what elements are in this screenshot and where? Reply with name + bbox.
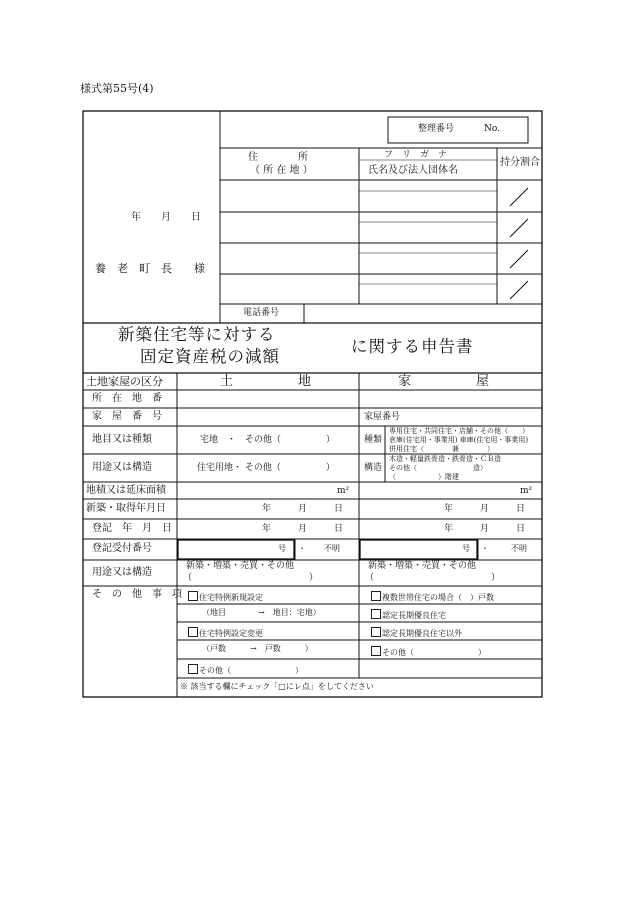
land-new-check[interactable]: 住宅特例新規設定 (188, 591, 263, 602)
other-label: そ の 他 事 項 (92, 589, 182, 600)
house-reason-options: 新築・増築・売買・その他 (368, 561, 477, 571)
structure-option-2: その他（ 造） (389, 464, 487, 472)
land-type-value: 宅地 ・ その他（ ） (200, 435, 336, 445)
date-field: 年 月 日 (131, 212, 201, 223)
structure-option-1: 木造・軽量鉄骨造・鉄骨造・ＣＢ造 (389, 455, 501, 463)
house-header: 家 屋 (398, 374, 490, 389)
house-no-field-label: 家屋番号 (364, 412, 401, 422)
kind-label: 種類 (364, 435, 383, 445)
management-no-label: 整理番号 (418, 124, 455, 134)
land-reason-paren: （ ） (183, 573, 319, 583)
house-unknown: 不明 (511, 544, 527, 553)
house-dot: ・ (481, 544, 489, 553)
name-label: 氏名及び法人団体名 (368, 165, 458, 176)
usage-label: 用途又は構造 (92, 462, 152, 473)
reg-no-label: 登記受付番号 (92, 543, 152, 554)
addressee: 養 老 町 長 様 (95, 262, 205, 275)
checkbox-icon[interactable] (371, 627, 381, 637)
multi-household-check[interactable]: 複数世帯住宅の場合（ ）戸数 (371, 591, 494, 602)
checkbox-icon[interactable] (371, 609, 381, 619)
land-reg-date: 年 月 日 (262, 524, 344, 534)
address-sub: （ 所 在 地 ） (250, 165, 313, 176)
unit-count-change: （戸数 → 戸数 ） (202, 644, 313, 653)
title-line2: 固定資産税の減額 (140, 347, 280, 366)
management-no-value: No. (484, 124, 500, 134)
long-term-check[interactable]: 認定長期優良住宅 (371, 609, 446, 620)
checkbox-icon[interactable] (188, 664, 198, 674)
non-long-term-check[interactable]: 認定長期優良住宅以外 (371, 627, 462, 638)
checkbox-icon[interactable] (371, 646, 381, 656)
share-label: 持分割合 (500, 157, 540, 168)
checkbox-icon[interactable] (188, 627, 198, 637)
kind-option-1: 専用住宅・共同住宅・店舗・その他（ ） (389, 427, 529, 435)
house-no-label: 家 屋 番 号 (92, 411, 162, 422)
kind-option-2: 倉庫(住宅用・事業用) 車庫(住宅用・事業用) (389, 436, 529, 444)
house-other-check[interactable]: その他（ ） (371, 646, 486, 657)
title-line1: 新築住宅等に対する (118, 325, 276, 344)
usage-value: 住宅用地・ その他（ ） (197, 463, 335, 473)
land-change-check[interactable]: 住宅特例設定変更 (188, 627, 263, 638)
land-dot: ・ (298, 544, 306, 553)
address-label: 住 所 (248, 152, 308, 163)
form-number: 様式第55号(4) (80, 82, 154, 95)
checkbox-icon[interactable] (188, 591, 198, 601)
area-label: 地積又は延床面積 (86, 485, 166, 496)
phone-label: 電話番号 (243, 308, 280, 318)
kind-option-3: 併用住宅（ 兼 ） (389, 445, 494, 453)
category-label: 土地家屋の区分 (86, 375, 163, 388)
land-built-date: 年 月 日 (262, 504, 344, 514)
reg-date-label: 登記 年 月 日 (92, 523, 172, 534)
check-note: ※ 該当する欄にチェック「□にレ点」をしてください (180, 682, 374, 691)
land-other-check[interactable]: その他（ ） (188, 664, 303, 675)
land-reason-options: 新築・増築・売買・その他 (186, 561, 295, 571)
structure-label: 構造 (364, 463, 383, 473)
checkbox-icon[interactable] (371, 591, 381, 601)
reason-label: 用途又は構造 (92, 567, 152, 578)
house-built-date: 年 月 日 (444, 504, 526, 514)
house-reason-paren: （ ） (365, 573, 501, 583)
land-type-change: （地目 → 地目：宅地） (202, 608, 321, 617)
title-line3: に関する申告書 (351, 337, 474, 356)
furigana-label: フ リ ガ ナ (384, 150, 448, 160)
built-date-label: 新築・取得年月日 (86, 503, 166, 514)
land-type-label: 地目又は種類 (92, 434, 152, 445)
house-go: 号 (462, 544, 470, 553)
location-label: 所 在 地 番 (92, 393, 162, 404)
house-reg-date: 年 月 日 (444, 524, 526, 534)
structure-option-3: （ ）階建 (389, 473, 459, 481)
land-sqm-unit: m² (337, 486, 350, 496)
land-unknown: 不明 (324, 544, 340, 553)
land-go: 号 (278, 544, 286, 553)
land-header: 土 地 (220, 374, 312, 389)
house-sqm-unit: m² (520, 486, 533, 496)
